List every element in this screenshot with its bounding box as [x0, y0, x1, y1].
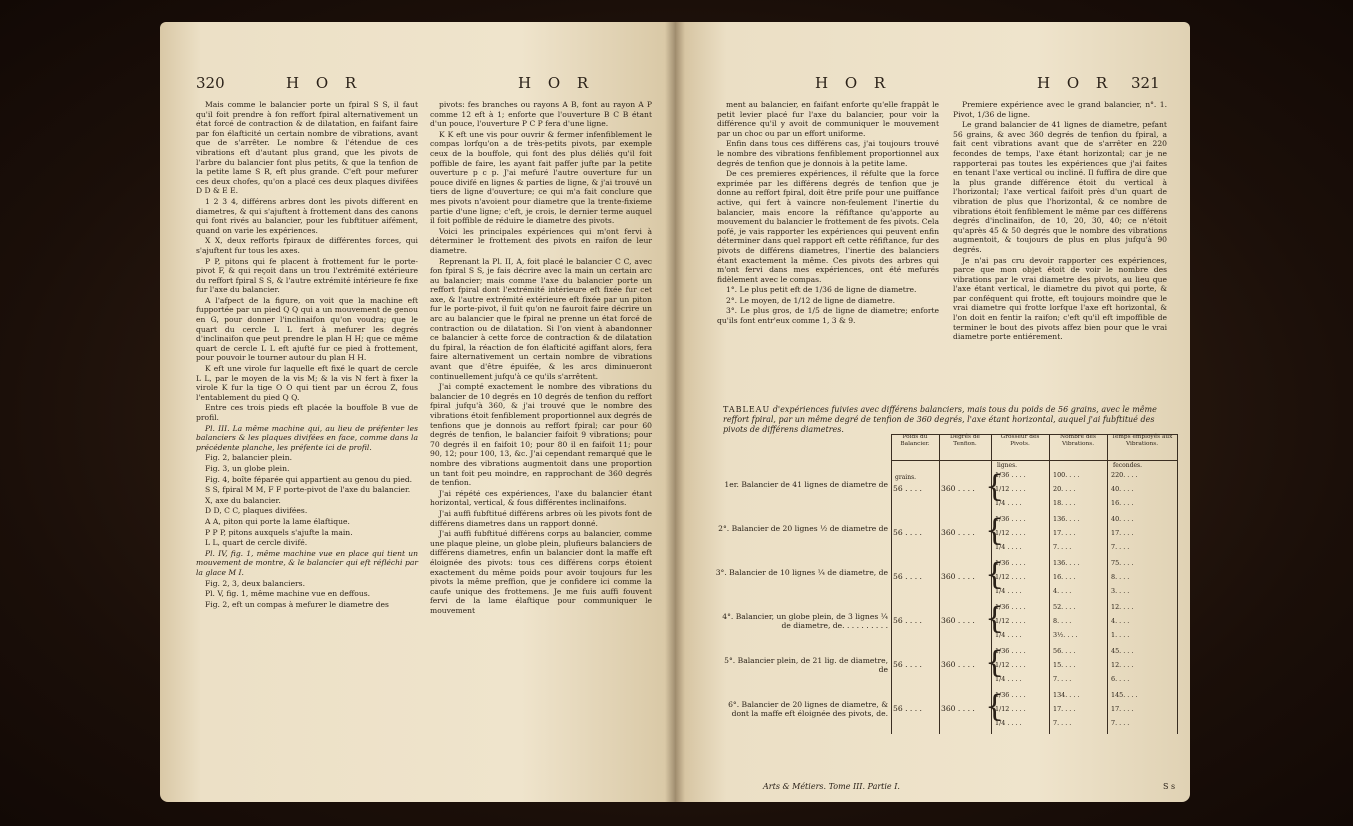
- row-time: 4. . . .: [1111, 617, 1130, 625]
- table-row: [713, 556, 1178, 600]
- row-vibration: 136. . . .: [1053, 515, 1080, 523]
- row-vibration: 20. . . .: [1053, 485, 1076, 493]
- paragraph: Fig. 2, eft un compas à mefurer le diametre des: [205, 599, 389, 609]
- right-page-column-2: [953, 100, 1167, 343]
- paragraph: Mais comme le balancier porte un fpiral S S, il faut qu'il foit prendre à fon reffort fpiral alternativement un état forcé de contraction & de dilatation, en faifant faire par fon élafticité un certain nombre de vibrations, avant que de s'arrêter. Le nombre & l'étendue de ces vibrations eft d'autant plus grand, que les pivots de l'arbre du balancier font plus petits, & que la tenfion de la petite lame S R, eft plus grande. C'eft pour mefurer ces deux chofes, qu'on a placé ces deux plaques divifées D D & E E.: [196, 100, 418, 196]
- paragraph: A A, piton qui porte la lame élaftique.: [205, 516, 350, 526]
- left-page-column-2: [430, 100, 652, 616]
- right-page: [675, 22, 1190, 802]
- row-brace: {: [985, 469, 1005, 504]
- paragraph: Reprenant la Pl. II, A, foit placé le balancier C C, avec fon fpiral S S, je fais décrire avec la main un certain arc au balancier; mais comme l'axe du balancier porte un reffort fpiral dont l'extrémité intérieure eft fixée fur cet axe, & l'autre extrémité extérieure eft fixée par un piton fur le porte-pivot, il fuit qu'on ne fauroit faire décrire un arc au balancier que le fpiral ne prenne un état forcé de contraction ou de dilatation. Si l'on vient à abandonner ce balancier à cette force de contraction & de dilatation du fpiral, la réaction de fon élafticité agiffant alors, fera faire alternativement un certain nombre de vibrations avant que d'être épuifée, & les arcs diminueront continuellement jufqu'à ce qu'ils s'arrêtent.: [430, 256, 652, 381]
- paragraph: Le grand balancier de 41 lignes de diametre, pefant 56 grains, & avec 360 degrés de tenfion du fpiral, a fait cent vibrations avant que de s'arrêter en 220 fecondes de temps, l'axe étant horizontal; car je ne rapporterai pas toutes les expériences que j'ai faites en tenant l'axe vertical ou incliné. Il fuffira de dire que la plus grande différence étoit du vertical à l'horizontal; l'axe vertical faifoit près d'un quart de vibration de plus que l'horizontal, & ce nombre de vibrations étoit fenfiblement le même par ces différens degrés d'inclinaifon, de 10, 20, 30, 40; ce n'étoit qu'après 45 & 50 degrés que le nombre des vibrations augmentoit, & toujours de plus en plus jufqu'à 90 degrés.: [953, 120, 1167, 254]
- paragraph: Fig. 3, un globe plein.: [205, 463, 290, 473]
- row-pivot: 1/36 . . . .: [995, 515, 1026, 523]
- row-pivot: 1/12 . . . .: [995, 573, 1026, 581]
- paragraph: Voici les principales expériences qui m'ont fervi à déterminer le frottement des pivots en raifon de leur diametre.: [430, 226, 652, 255]
- paragraph: K eft une virole fur laquelle eft fixé le quart de cercle L L, par le moyen de la vis M; & la vis N fert à fixer la virole K fur la tige O O qui tient par un écrou Z, fous l'entablement du pied Q Q.: [196, 364, 418, 402]
- row-vibration: 100. . . .: [1053, 471, 1080, 479]
- row-tension: 360 . . . .: [941, 660, 975, 669]
- table-header-pivots: Grosseur des Pivots.: [1000, 434, 1040, 447]
- table-header-vibrations: Nombre des Vibrations.: [1060, 434, 1096, 447]
- left-page-header-left: H O R: [286, 74, 363, 92]
- row-brace: {: [985, 557, 1005, 592]
- row-time: 17. . . .: [1111, 529, 1134, 537]
- row-pivot: 1/12 . . . .: [995, 705, 1026, 713]
- row-brace: {: [985, 513, 1005, 548]
- row-vibration: 16. . . .: [1053, 573, 1076, 581]
- row-pivot: 1/12 . . . .: [995, 529, 1026, 537]
- row-vibration: 4. . . .: [1053, 587, 1072, 595]
- paragraph: S S, fpiral M M, F F porte-pivot de l'axe du balancier.: [205, 485, 411, 495]
- row-pivot: 1/36 . . . .: [995, 471, 1026, 479]
- paragraph: ment au balancier, en faifant enforte qu'elle frappât le petit levier placé fur l'axe du balancier, pour voir la différence qu'il y avoit de communiquer le mouvement par un choc ou par un effort uniforme.: [717, 100, 939, 138]
- row-pivot: 1/4 . . . .: [995, 587, 1022, 595]
- row-weight: 56 . . . .: [893, 660, 922, 669]
- paragraph: J'ai compté exactement le nombre des vibrations du balancier de 10 degrés en 10 degrés de tenfion du reffort fpiral jufqu'à 360, & j'ai trouvé que le nombre des vibrations étoit fenfiblement proportionnel aux degrés de tenfions que je donnois au reffort fpiral; car pour 60 degrés de tenfion, le balancier faifoit 9 vibrations; pour 70 degrés il en faifoit 10; pour 80 il en faifoit 11; pour 90, 12; pour 100, 13, &c. J'ai cependant remarqué que le nombre des vibrations augmentoit dans une proportion un tant foit peu moindre, en rapprochant de 360 degrés de tenfion.: [430, 382, 652, 488]
- row-pivot: 1/36 . . . .: [995, 603, 1026, 611]
- table-header-weight: Poids du Balancier.: [900, 434, 930, 447]
- row-weight: 56 . . . .: [893, 572, 922, 581]
- row-pivot: 1/4 . . . .: [995, 543, 1022, 551]
- row-time: 12. . . .: [1111, 661, 1134, 669]
- paragraph: Fig. 2, balancier plein.: [205, 453, 293, 463]
- paragraph: P P, pitons qui fe placent à frottement fur le porte-pivot F, & qui reçoit dans un trou l'extrémité extérieure du reffort fpiral S S, & l'autre extrémité intérieure fe fixe fur l'axe du balancier.: [196, 256, 418, 295]
- row-pivot: 1/12 . . . .: [995, 661, 1026, 669]
- right-page-header-right: H O R: [1037, 74, 1114, 92]
- row-time: 7. . . .: [1111, 719, 1130, 727]
- paragraph: 2°. Le moyen, de 1/12 de ligne de diametre.: [726, 295, 896, 305]
- row-vibration: 17. . . .: [1053, 705, 1076, 713]
- row-vibration: 18. . . .: [1053, 499, 1076, 507]
- table-row: [713, 688, 1178, 732]
- experiment-table: [713, 434, 1178, 734]
- paragraph: L L, quart de cercle divifé.: [205, 538, 308, 548]
- row-pivot: 1/4 . . . .: [995, 499, 1022, 507]
- table-row: [713, 512, 1178, 556]
- row-time: 1. . . .: [1111, 631, 1130, 639]
- paragraph: Je n'ai pas cru devoir rapporter ces expériences, parce que mon objet étoit de voir le nombre des vibrations par le vrai diametre des pivots, au lieu que l'axe étant vertical, le diametre du pivot qui porte, & par conféquent qui frotte, eft toujours moindre que le vrai diametre qui frotte lorfque l'axe eft horizontal, & l'on doit en fentir la raifon; c'eft qu'il eft impoffible de terminer le bout des pivots affez bien pour que le vrai diametre porte entiérement.: [953, 255, 1167, 342]
- paragraph: Pl. V, fig. 1, même machine vue en deffous.: [205, 589, 371, 599]
- row-tension: 360 . . . .: [941, 572, 975, 581]
- table-row: [713, 644, 1178, 688]
- row-weight: 56 . . . .: [893, 704, 922, 713]
- paragraph: 1°. Le plus petit eft de 1/36 de ligne de diametre.: [726, 285, 917, 295]
- row-tension: 360 . . . .: [941, 616, 975, 625]
- right-page-number: 321: [1131, 74, 1160, 92]
- right-page-column-1: [717, 100, 939, 327]
- left-page-header-right: H O R: [518, 74, 595, 92]
- row-time: 40. . . .: [1111, 485, 1134, 493]
- row-label: 3°. Balancier de 10 lignes ¼ de diametre, de: [715, 568, 888, 577]
- paragraph: pivots: fes branches ou rayons A B, font au rayon A P comme 12 eft à 1; enforte que l'ouverture B C B étant d'un pouce, l'ouverture P C P fera d'une ligne.: [430, 100, 652, 129]
- row-time: 16. . . .: [1111, 499, 1134, 507]
- row-vibration: 7. . . .: [1053, 719, 1072, 727]
- row-vibration: 52. . . .: [1053, 603, 1076, 611]
- row-vibration: 15. . . .: [1053, 661, 1076, 669]
- row-time: 75. . . .: [1111, 559, 1134, 567]
- row-brace: {: [985, 689, 1005, 724]
- paragraph: Entre ces trois pieds eft placée la bouffole B vue de profil.: [196, 403, 418, 422]
- left-page-number: 320: [196, 74, 225, 92]
- row-tension: 360 . . . .: [941, 484, 975, 493]
- row-brace: {: [985, 645, 1005, 680]
- row-time: 145. . . .: [1111, 691, 1138, 699]
- row-time: 40. . . .: [1111, 515, 1134, 523]
- row-pivot: 1/4 . . . .: [995, 631, 1022, 639]
- table-title-lead: TABLEAU: [723, 405, 771, 414]
- table-header-tension: Degrés de Tenfion.: [950, 434, 980, 447]
- row-pivot: 1/36 . . . .: [995, 691, 1026, 699]
- row-vibration: 7. . . .: [1053, 675, 1072, 683]
- row-vibration: 56. . . .: [1053, 647, 1076, 655]
- row-label: 6°. Balancier de 20 lignes de diametre, & dont la maffe eft éloignée des pivots, de.: [728, 700, 888, 718]
- paragraph: J'ai répété ces expériences, l'axe du balancier étant horizontal, vertical, & fous différentes inclinaifons.: [430, 488, 652, 508]
- paragraph: 3°. Le plus gros, de 1/5 de ligne de diametre; enforte qu'ils font entr'eux comme 1, 3 & 9.: [717, 306, 939, 326]
- row-vibration: 7. . . .: [1053, 543, 1072, 551]
- row-pivot: 1/4 . . . .: [995, 675, 1022, 683]
- paragraph: D D, C C, plaques divifées.: [205, 506, 308, 516]
- caption: Pl. III. La même machine qui, au lieu de préfenter les balanciers & les plaques divifées en face, comme dans la précédente planche, les préfente ici de profil.: [196, 423, 418, 452]
- row-label: 4°. Balancier, un globe plein, de 3 lignes ¼ de diametre, de. . . . . . . . . .: [722, 612, 888, 630]
- row-label: 1er. Balancier de 41 lignes de diametre de: [724, 480, 888, 489]
- row-pivot: 1/12 . . . .: [995, 617, 1026, 625]
- paragraph: A l'afpect de la figure, on voit que la machine eft fupportée par un pied Q Q qui a un mouvement de genou en G, pour donner l'inclinaifon qu'on voudra; que le quart du cercle L L fert à mefurer les degrés d'inclinaifon que peut prendre le plan H H; que ce même quart de cercle L L eft ajufté fur ce pied à frottement, pour pouvoir le tourner autour du plan H H.: [196, 295, 418, 363]
- row-weight: 56 . . . .: [893, 528, 922, 537]
- open-book: [160, 22, 1190, 812]
- row-pivot: 1/36 . . . .: [995, 559, 1026, 567]
- row-tension: 360 . . . .: [941, 704, 975, 713]
- row-weight: 56 . . . .: [893, 484, 922, 493]
- row-time: 12. . . .: [1111, 603, 1134, 611]
- left-page-column-1: [196, 100, 418, 610]
- paragraph: K K eft une vis pour ouvrir & fermer infenfiblement le compas lorfqu'on a de très-petits pivots, par exemple ceux de la bouffole, qui font des plus déliés qu'il foit poffible de faire, les ayant fait paffer jufte par la petite ouverture p c p. J'ai mefuré l'autre ouverture fur un pouce divifé en lignes & parties de ligne, & j'ai trouvé un tiers de ligne d'ouverture; ce qui m'a fait conclure que mes pivots n'avoient pour diametre que la trente-fixieme partie d'une ligne; c'eft, je crois, le dernier terme auquel il foit poffible de réduire le diametre des pivots.: [430, 129, 652, 226]
- row-vibration: 136. . . .: [1053, 559, 1080, 567]
- row-pivot: 1/12 . . . .: [995, 485, 1026, 493]
- row-time: 45. . . .: [1111, 647, 1134, 655]
- paragraph: 1 2 3 4, différens arbres dont les pivots different en diametres, & qui s'ajuftent à frottement dans des canons qui font rivés au balancier, pour les fubftituer aifément, quand on varie les expériences.: [196, 196, 418, 235]
- signature-mark: S s: [1163, 782, 1176, 791]
- paragraph: Fig. 2, 3, deux balanciers.: [205, 578, 305, 588]
- unit-lignes: lignes.: [997, 462, 1018, 469]
- table-row: [713, 468, 1178, 512]
- row-vibration: 17. . . .: [1053, 529, 1076, 537]
- left-page: [160, 22, 675, 802]
- row-time: 17. . . .: [1111, 705, 1134, 713]
- row-time: 220. . . .: [1111, 471, 1138, 479]
- row-vibration: 3½. . . .: [1053, 631, 1078, 639]
- row-weight: 56 . . . .: [893, 616, 922, 625]
- row-time: 3. . . .: [1111, 587, 1130, 595]
- page-footer: Arts & Métiers. Tome III. Partie I.: [763, 782, 900, 791]
- row-vibration: 134. . . .: [1053, 691, 1080, 699]
- paragraph: Enfin dans tous ces différens cas, j'ai toujours trouvé le nombre des vibrations fenfiblement proportionnel aux degrés de tenfion que je donnois à la petite lame.: [717, 139, 939, 168]
- unit-grains: grains.: [895, 474, 917, 481]
- row-brace: {: [985, 601, 1005, 636]
- table-title-text: d'expériences fuivies avec différens balanciers, mais tous du poids de 56 grains, avec le même reffort fpiral, par un même degré de tenfion de 360 degrés, l'axe étant horizontal, auquel j'ai fubftitué des pivots de différens diametres.: [723, 405, 1157, 434]
- table-title: [723, 405, 1173, 435]
- paragraph: Fig. 4, boîte féparée qui appartient au genou du pied.: [205, 474, 413, 484]
- row-vibration: 8. . . .: [1053, 617, 1072, 625]
- paragraph: J'ai auffi fubftitué différens corps au balancier, comme une plaque pleine, un globe plein, plufieurs balanciers de différens diametres, enfin un balancier dont la maffe eft éloignée des pivots: tous ces différens corps étoient exactement du même poids pour avoir toujours fur les pivots la même preffion, que je confidere ici comme la caufe unique des frottemens. Je me fuis auffi fouvent fervi de la lame élaftique pour communiquer le mouvement: [430, 529, 652, 615]
- table-header-times: Temps employés aux Vibrations.: [1111, 434, 1173, 447]
- right-page-header-left: H O R: [815, 74, 892, 92]
- caption: Pl. IV, fig. 1, même machine vue en place qui tient un mouvement de montre, & le balancier qui eft réfléchi par la glace M I.: [196, 548, 418, 577]
- row-tension: 360 . . . .: [941, 528, 975, 537]
- row-pivot: 1/4 . . . .: [995, 719, 1022, 727]
- row-time: 7. . . .: [1111, 543, 1130, 551]
- row-label: 2°. Balancier de 20 lignes ½ de diametre de: [718, 524, 888, 533]
- paragraph: Premiere expérience avec le grand balancier, n°. 1. Pivot, 1/36 de ligne.: [953, 100, 1167, 119]
- unit-secondes: fecondes.: [1113, 462, 1142, 469]
- row-time: 6. . . .: [1111, 675, 1130, 683]
- row-time: 8. . . .: [1111, 573, 1130, 581]
- book-gutter: [665, 22, 685, 802]
- paragraph: X X, deux refforts fpiraux de différentes forces, qui s'ajuftent fur tous les axes.: [196, 236, 418, 255]
- row-label: 5°. Balancier plein, de 21 lig. de diametre, de: [724, 656, 888, 674]
- paragraph: X, axe du balancier.: [205, 495, 281, 505]
- row-pivot: 1/36 . . . .: [995, 647, 1026, 655]
- paragraph: J'ai auffi fubftitué différens arbres où les pivots font de différens diametres dans un rapport donné.: [430, 508, 652, 528]
- paragraph: P P P, pitons auxquels s'ajufte la main.: [205, 527, 353, 537]
- table-row: [713, 600, 1178, 644]
- paragraph: De ces premieres expériences, il réfulte que la force exprimée par les différens degrés de tenfion que je donne au reffort fpiral, doit être prife pour une puiffance active, qui fert à vaincre non-feulement l'inertie du balancier, mais encore la réfiftance qu'apporte au mouvement du balancier le frottement de fes pivots. Cela pofé, je vais rapporter les expériences qui peuvent enfin déterminer dans quel rapport eft cette réfiftance, fur des pivots de différens diametres, l'inertie des balanciers étant exactement la même. Ces pivots des arbres qui m'ont fervi dans mes expériences, ont été mefurés fidèlement avec le compas.: [717, 169, 939, 284]
